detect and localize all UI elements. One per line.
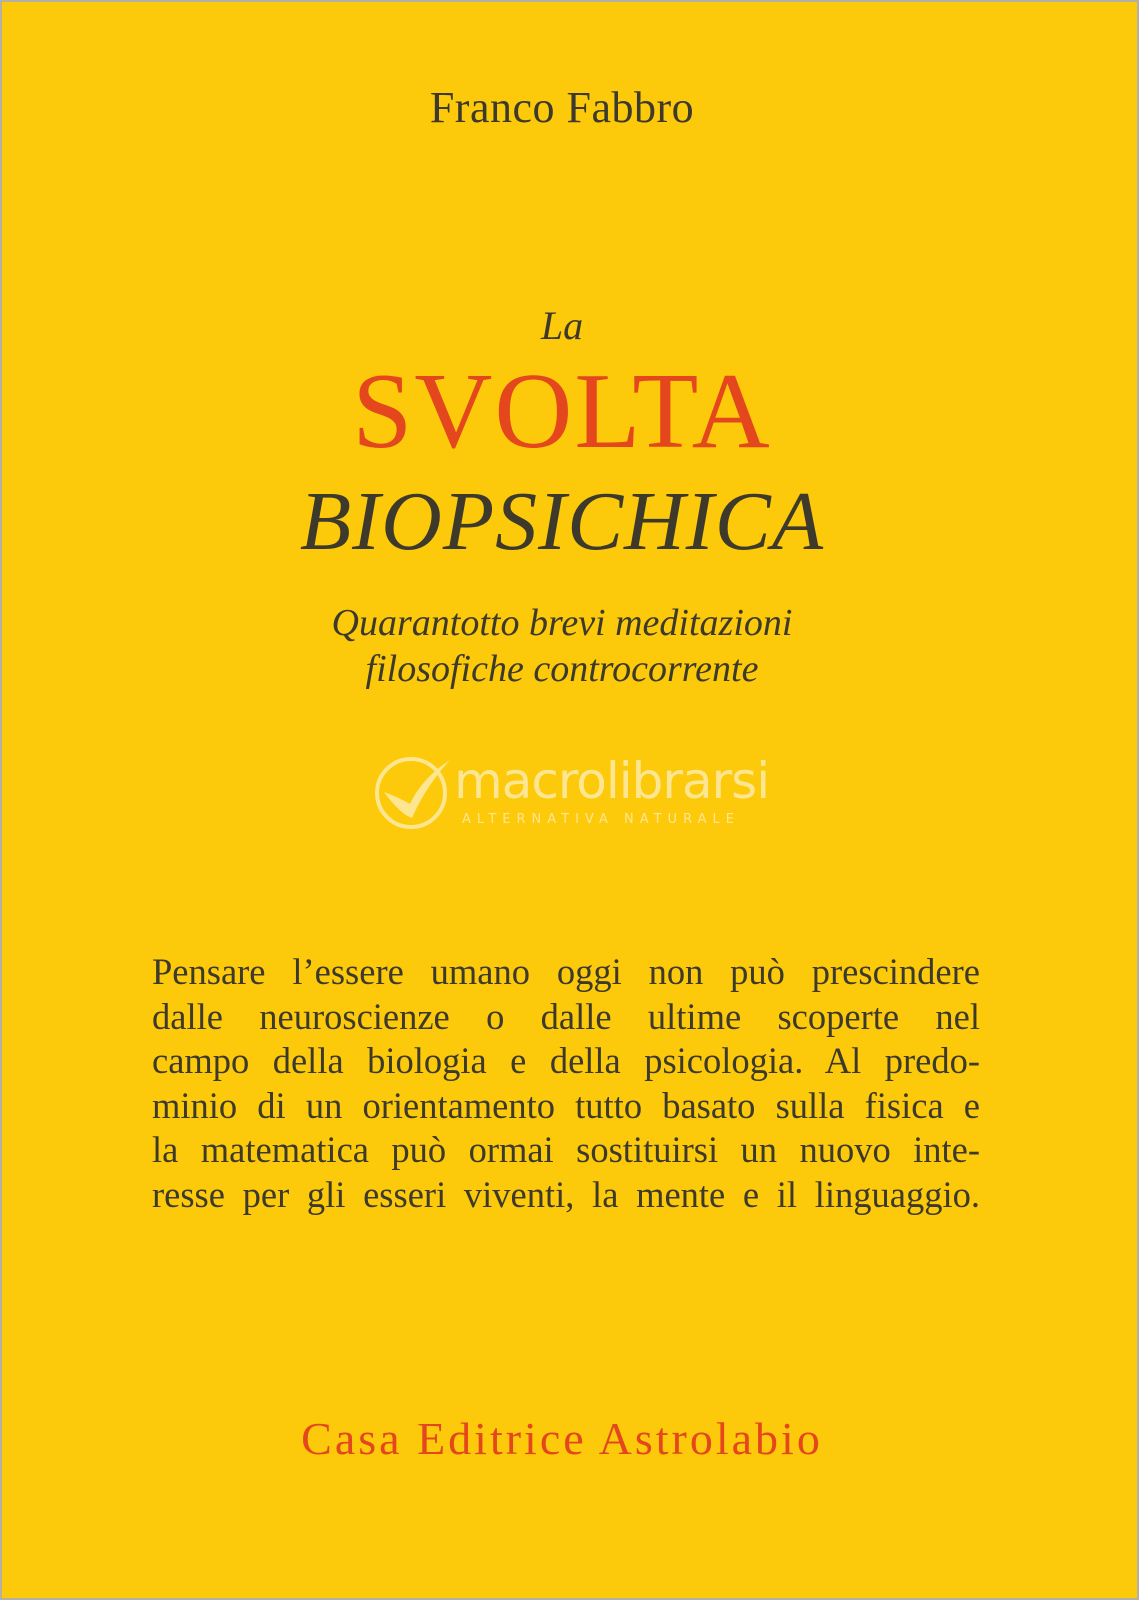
publisher-name: Casa Editrice Astrolabio [301, 1413, 823, 1464]
author-name: Franco Fabbro [429, 83, 695, 132]
blurb-text [152, 950, 980, 1217]
blurb-line: campo della biologia e della psicologia. Al predo- [152, 1040, 980, 1081]
subtitle-line: filosofiche controcorrente [365, 648, 759, 690]
watermark [370, 750, 770, 840]
blurb-line: Pensare l’essere umano oggi non può prescindere [152, 951, 980, 992]
subtitle [2, 600, 1122, 692]
title-article: La [540, 303, 584, 348]
blurb-line: la matematica può ormai sostituirsi un nuovo inte- [152, 1129, 980, 1170]
title-second-line: BIOPSICHICA [299, 475, 825, 568]
watermark-name: macrolibrarsi [454, 752, 770, 810]
blurb-line: dalle neuroscienze o dalle ultime scoperte nel [152, 995, 980, 1037]
blurb-line: resse per gli esseri viventi, la mente e il linguaggio. [152, 1173, 980, 1215]
subtitle-line: Quarantotto brevi meditazioni [331, 602, 793, 644]
title-main: SVOLTA [352, 352, 772, 471]
leaf-check-logo-icon [370, 752, 452, 834]
watermark-tagline: ALTERNATIVA NATURALE [462, 812, 740, 827]
blurb-line: minio di un orientamento tutto basato sulla fisica e [152, 1084, 980, 1126]
